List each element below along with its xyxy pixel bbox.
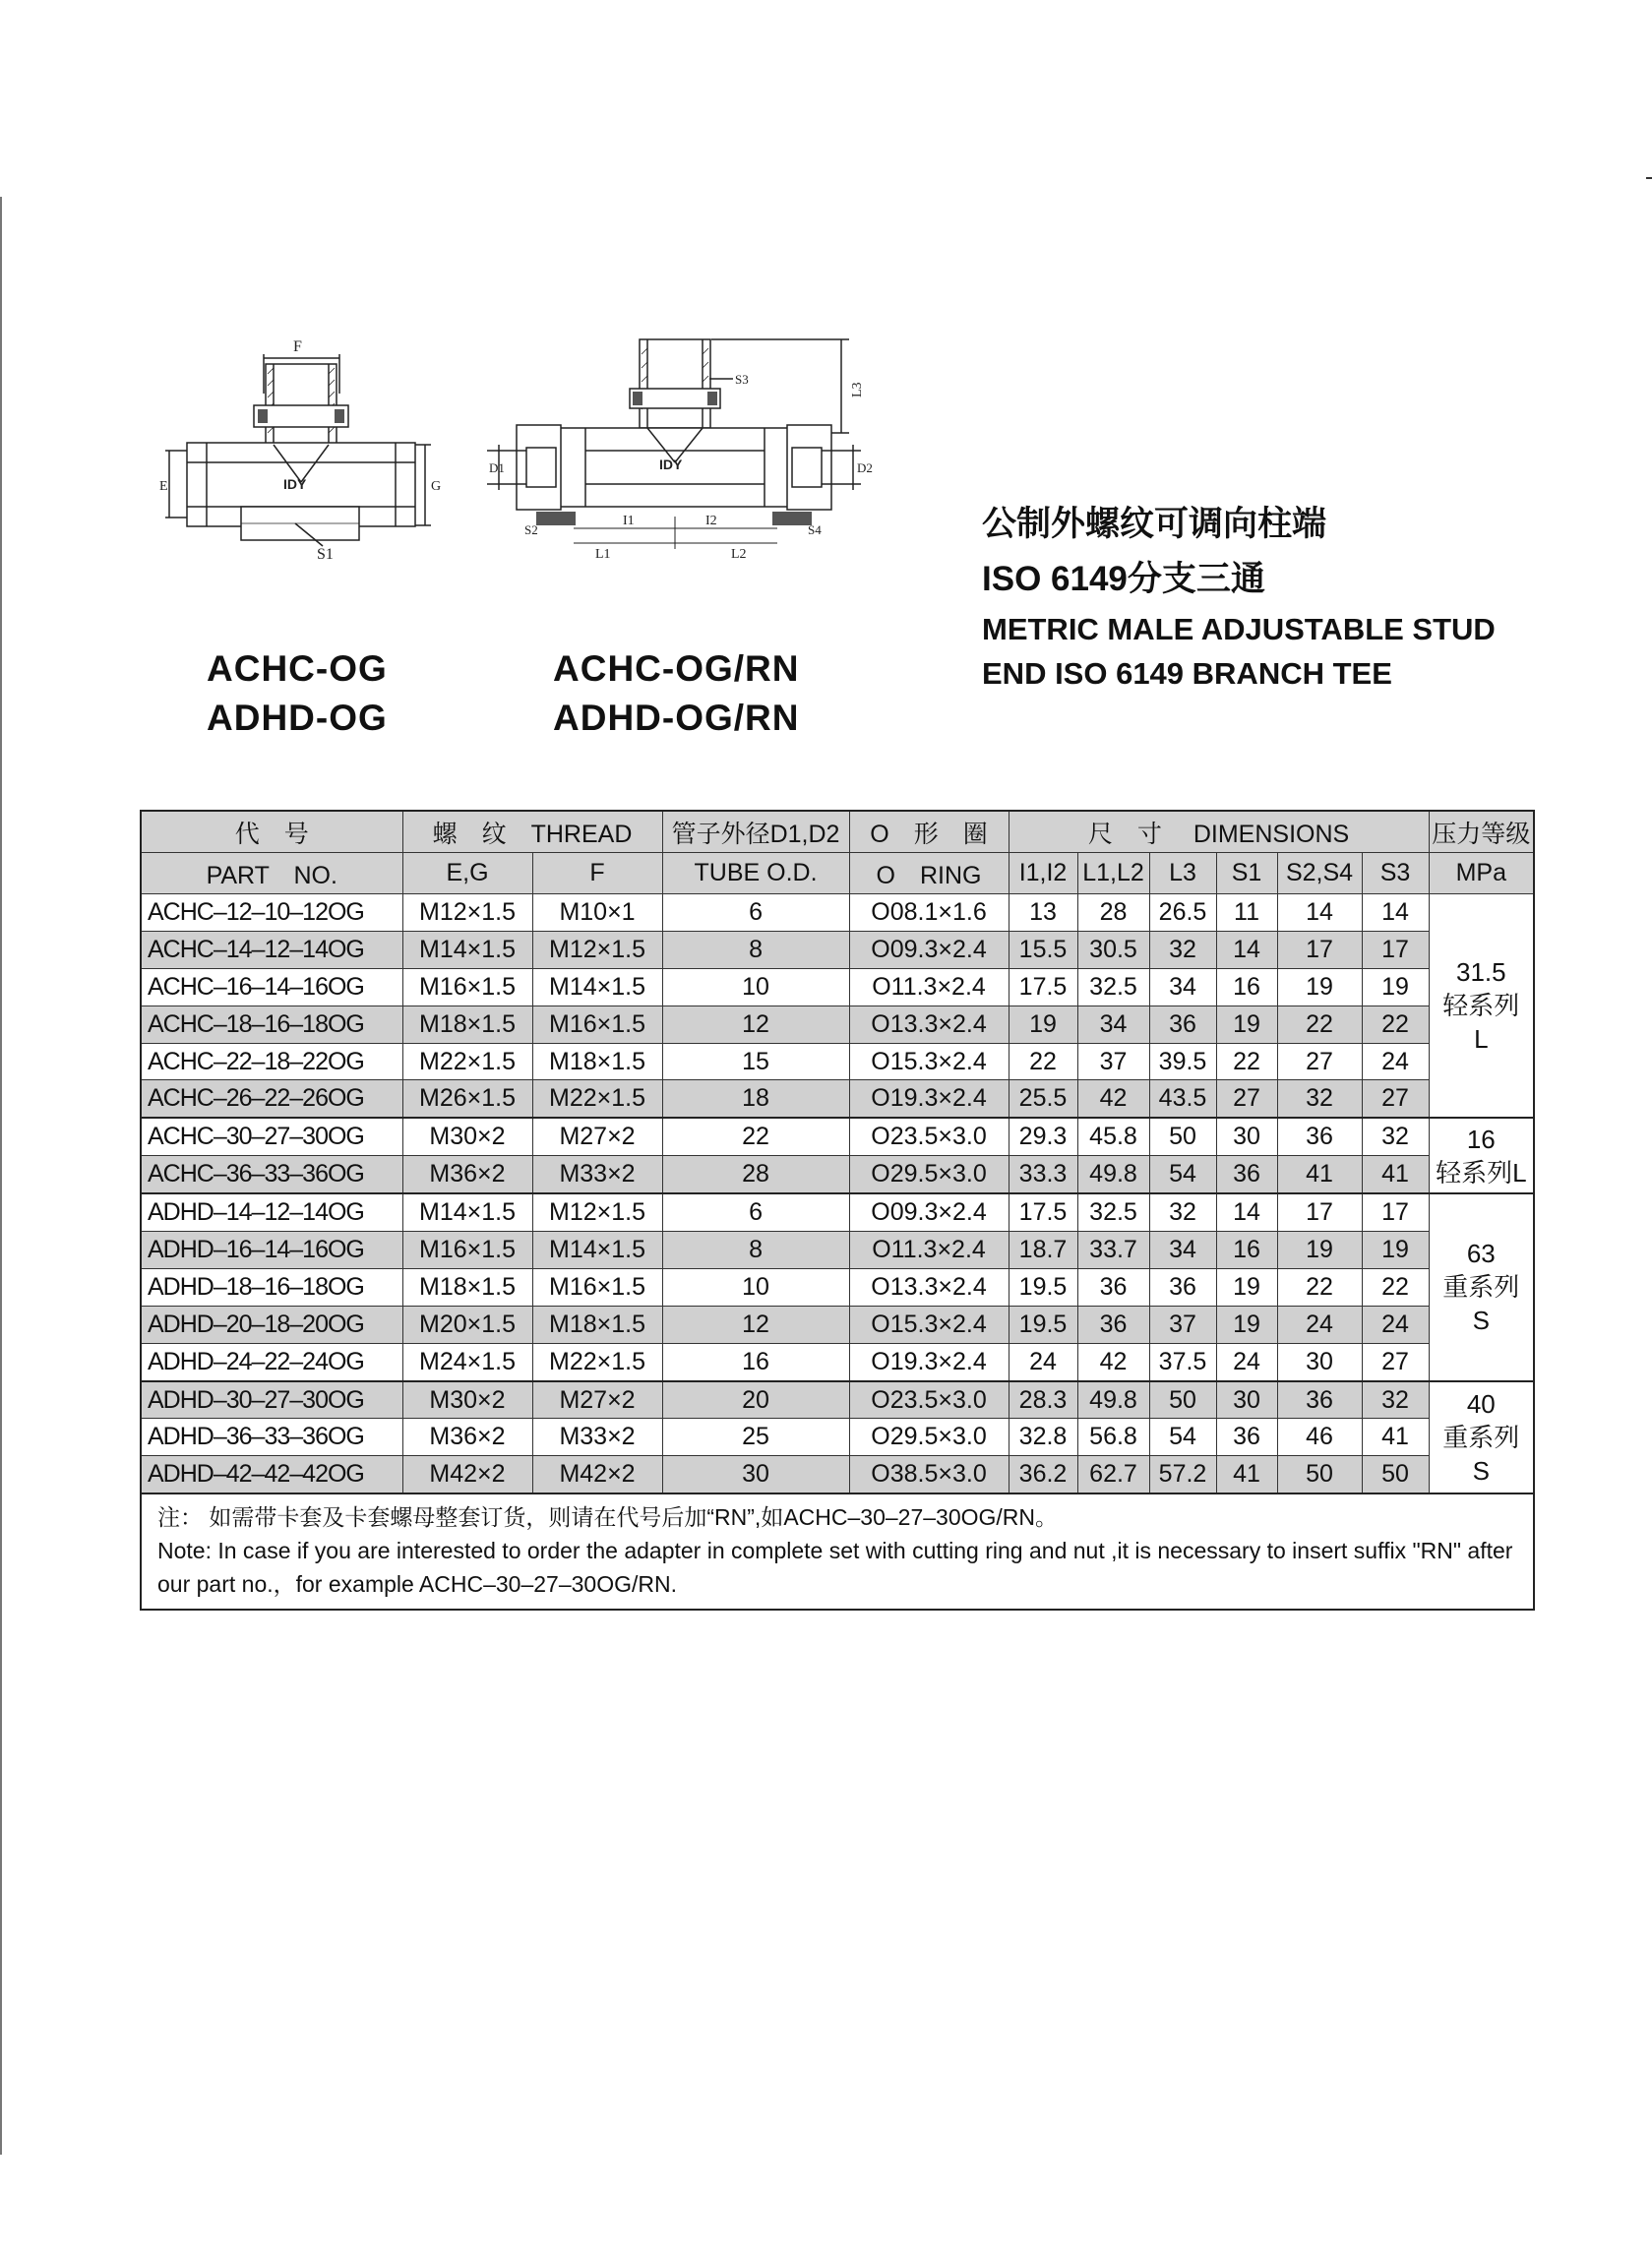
cell-oring: O29.5×3.0 <box>849 1156 1009 1193</box>
cell-s24: 50 <box>1277 1456 1362 1493</box>
cell-s3: 27 <box>1362 1080 1429 1118</box>
cell-eg: M12×1.5 <box>402 894 532 932</box>
cell-l12: 34 <box>1077 1006 1149 1043</box>
cell-s24: 36 <box>1277 1381 1362 1419</box>
cell-i12: 29.3 <box>1009 1118 1077 1155</box>
cell-l3: 36 <box>1149 1268 1216 1306</box>
cell-tube: 28 <box>662 1156 849 1193</box>
cell-l12: 49.8 <box>1077 1381 1149 1419</box>
cell-tube: 20 <box>662 1381 849 1419</box>
pressure-group-2 <box>1429 1118 1534 1193</box>
cell-i12: 25.5 <box>1009 1080 1077 1118</box>
cell-s3: 27 <box>1362 1343 1429 1380</box>
cell-oring: O09.3×2.4 <box>849 1193 1009 1231</box>
cell-tube: 6 <box>662 1193 849 1231</box>
cell-eg: M24×1.5 <box>402 1343 532 1380</box>
cell-oring: O08.1×1.6 <box>849 894 1009 932</box>
cell-i12: 24 <box>1009 1343 1077 1380</box>
model-codes-og <box>207 644 388 743</box>
cell-tube: 8 <box>662 931 849 968</box>
pressure-group-1 <box>1429 894 1534 1119</box>
cell-l3: 50 <box>1149 1381 1216 1419</box>
table-row <box>141 1232 1534 1269</box>
cell-i12: 13 <box>1009 894 1077 932</box>
cell-s1: 19 <box>1216 1306 1277 1343</box>
cell-eg: M22×1.5 <box>402 1043 532 1080</box>
cell-s1: 41 <box>1216 1456 1277 1493</box>
cell-l12: 62.7 <box>1077 1456 1149 1493</box>
title-cn-2: ISO 6149分支三通 <box>982 560 1265 598</box>
hdr-l3: L3 <box>1149 853 1216 894</box>
cell-s3: 41 <box>1362 1419 1429 1456</box>
cell-eg: M20×1.5 <box>402 1306 532 1343</box>
pressure-series: 重系列 <box>1442 1422 1520 1452</box>
cell-eg: M18×1.5 <box>402 1268 532 1306</box>
table-row <box>141 1043 1534 1080</box>
cell-s24: 41 <box>1277 1156 1362 1193</box>
cell-f: M27×2 <box>532 1118 662 1155</box>
cell-eg: M16×1.5 <box>402 1232 532 1269</box>
cell-tube: 12 <box>662 1006 849 1043</box>
cell-s1: 27 <box>1216 1080 1277 1118</box>
cell-s24: 22 <box>1277 1006 1362 1043</box>
label-l3: L3 <box>850 382 865 397</box>
page-edge-mark <box>1646 177 1652 179</box>
table-row <box>141 1419 1534 1456</box>
cell-tube: 10 <box>662 1268 849 1306</box>
table-row <box>141 1268 1534 1306</box>
cell-s24: 27 <box>1277 1043 1362 1080</box>
cell-eg: M14×1.5 <box>402 1193 532 1231</box>
pressure-letter: L <box>1474 1024 1489 1055</box>
cell-l12: 42 <box>1077 1080 1149 1118</box>
cell-f: M14×1.5 <box>532 968 662 1006</box>
table-row <box>141 1080 1534 1118</box>
hdr-tube-od: TUBE O.D. <box>662 853 849 894</box>
cell-part: ADHD–18–16–18OG <box>141 1268 402 1306</box>
cell-l12: 30.5 <box>1077 931 1149 968</box>
cell-s1: 30 <box>1216 1381 1277 1419</box>
cell-part: ADHD–14–12–14OG <box>141 1193 402 1231</box>
pressure-value: 63 <box>1466 1239 1496 1269</box>
cell-i12: 28.3 <box>1009 1381 1077 1419</box>
cell-eg: M26×1.5 <box>402 1080 532 1118</box>
cell-s1: 14 <box>1216 931 1277 968</box>
cell-s3: 32 <box>1362 1381 1429 1419</box>
cell-oring: O09.3×2.4 <box>849 931 1009 968</box>
cell-l3: 57.2 <box>1149 1456 1216 1493</box>
tee-drawing-og-rn <box>487 335 881 561</box>
cell-l12: 36 <box>1077 1306 1149 1343</box>
cell-s24: 36 <box>1277 1118 1362 1155</box>
cell-tube: 15 <box>662 1043 849 1080</box>
cell-f: M33×2 <box>532 1156 662 1193</box>
cell-part: ACHC–16–14–16OG <box>141 968 402 1006</box>
cell-tube: 22 <box>662 1118 849 1155</box>
pressure-value: 16 <box>1466 1124 1496 1154</box>
cell-part: ACHC–26–22–26OG <box>141 1080 402 1118</box>
cell-s3: 50 <box>1362 1456 1429 1493</box>
cell-f: M42×2 <box>532 1456 662 1493</box>
header-row-en <box>141 853 1534 894</box>
label-l1: L1 <box>595 547 611 561</box>
cell-oring: O23.5×3.0 <box>849 1118 1009 1155</box>
hdr-mpa: MPa <box>1429 853 1534 894</box>
cell-i12: 15.5 <box>1009 931 1077 968</box>
table-row <box>141 1006 1534 1043</box>
cell-l12: 36 <box>1077 1268 1149 1306</box>
cell-part: ACHC–36–33–36OG <box>141 1156 402 1193</box>
label-s4: S4 <box>808 522 822 537</box>
cell-eg: M30×2 <box>402 1381 532 1419</box>
table-row <box>141 968 1534 1006</box>
cell-oring: O23.5×3.0 <box>849 1381 1009 1419</box>
cell-l12: 28 <box>1077 894 1149 932</box>
label-d2: D2 <box>857 460 873 475</box>
cell-s1: 16 <box>1216 968 1277 1006</box>
pressure-series: 轻系列 <box>1442 991 1520 1021</box>
cell-tube: 6 <box>662 894 849 932</box>
pressure-letter: S <box>1472 1306 1490 1336</box>
cell-part: ACHC–18–16–18OG <box>141 1006 402 1043</box>
cell-f: M16×1.5 <box>532 1268 662 1306</box>
label-s1: S1 <box>317 546 334 561</box>
cell-f: M18×1.5 <box>532 1043 662 1080</box>
cell-oring: O15.3×2.4 <box>849 1306 1009 1343</box>
cell-l12: 37 <box>1077 1043 1149 1080</box>
table-note <box>141 1493 1534 1610</box>
cell-s3: 24 <box>1362 1043 1429 1080</box>
pressure-series: 重系列 <box>1442 1272 1520 1303</box>
table-row <box>141 894 1534 932</box>
table-row <box>141 1343 1534 1380</box>
cell-s1: 14 <box>1216 1193 1277 1231</box>
cell-s1: 36 <box>1216 1419 1277 1456</box>
cell-s3: 22 <box>1362 1006 1429 1043</box>
label-s3: S3 <box>735 372 749 387</box>
page-edge-line <box>0 197 2 2155</box>
cell-l12: 32.5 <box>1077 1193 1149 1231</box>
cell-s1: 22 <box>1216 1043 1277 1080</box>
hdr-thread: 螺 纹 THREAD <box>402 811 662 853</box>
cell-eg: M14×1.5 <box>402 931 532 968</box>
cell-s24: 19 <box>1277 1232 1362 1269</box>
note-row <box>141 1493 1534 1610</box>
cell-s24: 46 <box>1277 1419 1362 1456</box>
cell-s1: 36 <box>1216 1156 1277 1193</box>
label-d1: D1 <box>489 460 505 475</box>
pressure-group-3 <box>1429 1193 1534 1380</box>
table-row <box>141 1306 1534 1343</box>
label-l2: L2 <box>731 547 747 561</box>
hdr-code: 代 号 <box>141 811 402 853</box>
hdr-oring-cn: O 形 圈 <box>849 811 1009 853</box>
cell-i12: 17.5 <box>1009 1193 1077 1231</box>
table-row <box>141 1118 1534 1155</box>
table-row <box>141 1456 1534 1493</box>
hdr-l12: L1,L2 <box>1077 853 1149 894</box>
cell-eg: M36×2 <box>402 1419 532 1456</box>
spec-table <box>140 810 1535 1611</box>
cell-tube: 10 <box>662 968 849 1006</box>
brand-idy-rn: IDY <box>659 457 683 472</box>
tee-drawing-og <box>157 335 443 561</box>
pressure-series: 轻系列L <box>1436 1157 1527 1188</box>
cell-eg: M18×1.5 <box>402 1006 532 1043</box>
hdr-pressure: 压力等级 <box>1429 811 1534 853</box>
cell-f: M16×1.5 <box>532 1006 662 1043</box>
cell-f: M33×2 <box>532 1419 662 1456</box>
cell-s3: 19 <box>1362 968 1429 1006</box>
cell-l3: 34 <box>1149 1232 1216 1269</box>
label-i1: I1 <box>623 514 635 528</box>
cell-tube: 16 <box>662 1343 849 1380</box>
cell-l3: 54 <box>1149 1419 1216 1456</box>
cell-eg: M42×2 <box>402 1456 532 1493</box>
cell-oring: O11.3×2.4 <box>849 1232 1009 1269</box>
cell-part: ACHC–22–18–22OG <box>141 1043 402 1080</box>
cell-s3: 32 <box>1362 1118 1429 1155</box>
header-row-cn <box>141 811 1534 853</box>
hdr-s24: S2,S4 <box>1277 853 1362 894</box>
cell-l12: 45.8 <box>1077 1118 1149 1155</box>
cell-f: M22×1.5 <box>532 1343 662 1380</box>
cell-part: ACHC–14–12–14OG <box>141 931 402 968</box>
cell-l3: 54 <box>1149 1156 1216 1193</box>
cell-eg: M16×1.5 <box>402 968 532 1006</box>
cell-f: M12×1.5 <box>532 1193 662 1231</box>
cell-tube: 30 <box>662 1456 849 1493</box>
cell-l12: 49.8 <box>1077 1156 1149 1193</box>
cell-l3: 37 <box>1149 1306 1216 1343</box>
cell-s24: 22 <box>1277 1268 1362 1306</box>
hdr-f: F <box>532 853 662 894</box>
cell-i12: 33.3 <box>1009 1156 1077 1193</box>
code-adhd-og-rn: ADHD-OG/RN <box>553 698 800 738</box>
cell-s24: 14 <box>1277 894 1362 932</box>
hdr-s1: S1 <box>1216 853 1277 894</box>
cell-part: ADHD–20–18–20OG <box>141 1306 402 1343</box>
cell-part: ADHD–36–33–36OG <box>141 1419 402 1456</box>
cell-s1: 16 <box>1216 1232 1277 1269</box>
hdr-i12: I1,I2 <box>1009 853 1077 894</box>
cell-l3: 50 <box>1149 1118 1216 1155</box>
cell-l3: 32 <box>1149 931 1216 968</box>
hdr-oring: O RING <box>849 853 1009 894</box>
cell-tube: 8 <box>662 1232 849 1269</box>
cell-s24: 17 <box>1277 1193 1362 1231</box>
cell-l3: 34 <box>1149 968 1216 1006</box>
label-f: F <box>293 338 302 355</box>
cell-s3: 14 <box>1362 894 1429 932</box>
label-e: E <box>159 479 168 494</box>
cell-f: M12×1.5 <box>532 931 662 968</box>
hdr-s3: S3 <box>1362 853 1429 894</box>
cell-eg: M36×2 <box>402 1156 532 1193</box>
cell-l12: 42 <box>1077 1343 1149 1380</box>
cell-part: ADHD–30–27–30OG <box>141 1381 402 1419</box>
cell-f: M14×1.5 <box>532 1232 662 1269</box>
brand-idy: IDY <box>283 476 307 492</box>
cell-l3: 26.5 <box>1149 894 1216 932</box>
cell-s1: 19 <box>1216 1006 1277 1043</box>
label-s2: S2 <box>524 522 538 537</box>
cell-l3: 37.5 <box>1149 1343 1216 1380</box>
note-en: Note: In case if you are interested to order the adapter in complete set with cutting ring and nut ,it is necessary to insert suffix "RN" after our part no.，for example ACHC–30–27–30OG/RN. <box>157 1538 1513 1598</box>
product-title <box>982 497 1496 696</box>
pressure-value: 40 <box>1466 1388 1496 1419</box>
cell-s3: 24 <box>1362 1306 1429 1343</box>
table-row <box>141 1193 1534 1231</box>
hdr-part-no: PART NO. <box>141 853 402 894</box>
cell-i12: 32.8 <box>1009 1419 1077 1456</box>
cell-f: M22×1.5 <box>532 1080 662 1118</box>
cell-f: M18×1.5 <box>532 1306 662 1343</box>
pressure-group-4 <box>1429 1381 1534 1494</box>
table-row <box>141 1381 1534 1419</box>
label-g: G <box>431 479 442 494</box>
cell-s24: 19 <box>1277 968 1362 1006</box>
cell-oring: O13.3×2.4 <box>849 1006 1009 1043</box>
cell-part: ADHD–24–22–24OG <box>141 1343 402 1380</box>
cell-i12: 18.7 <box>1009 1232 1077 1269</box>
cell-oring: O19.3×2.4 <box>849 1343 1009 1380</box>
cell-tube: 25 <box>662 1419 849 1456</box>
note-cn: 注： 如需带卡套及卡套螺母整套订货，则请在代号后加“RN”,如ACHC–30–27–30OG/RN。 <box>157 1504 1059 1531</box>
title-en-2: END ISO 6149 BRANCH TEE <box>982 656 1392 691</box>
cell-i12: 19.5 <box>1009 1268 1077 1306</box>
cell-s1: 11 <box>1216 894 1277 932</box>
cell-oring: O13.3×2.4 <box>849 1268 1009 1306</box>
cell-i12: 17.5 <box>1009 968 1077 1006</box>
cell-oring: O15.3×2.4 <box>849 1043 1009 1080</box>
table-row <box>141 931 1534 968</box>
code-achc-og: ACHC-OG <box>207 648 388 689</box>
pressure-letter: S <box>1472 1455 1490 1486</box>
cell-s3: 41 <box>1362 1156 1429 1193</box>
code-adhd-og: ADHD-OG <box>207 698 388 738</box>
cell-s1: 19 <box>1216 1268 1277 1306</box>
hdr-dimensions: 尺 寸 DIMENSIONS <box>1009 811 1429 853</box>
label-i2: I2 <box>705 514 717 528</box>
cell-i12: 19 <box>1009 1006 1077 1043</box>
cell-s3: 22 <box>1362 1268 1429 1306</box>
cell-oring: O29.5×3.0 <box>849 1419 1009 1456</box>
cell-s3: 17 <box>1362 931 1429 968</box>
cell-part: ADHD–42–42–42OG <box>141 1456 402 1493</box>
cell-l3: 39.5 <box>1149 1043 1216 1080</box>
cell-part: ACHC–12–10–12OG <box>141 894 402 932</box>
cell-s24: 17 <box>1277 931 1362 968</box>
cell-tube: 18 <box>662 1080 849 1118</box>
cell-l12: 56.8 <box>1077 1419 1149 1456</box>
cell-s24: 30 <box>1277 1343 1362 1380</box>
cell-part: ADHD–16–14–16OG <box>141 1232 402 1269</box>
cell-l3: 36 <box>1149 1006 1216 1043</box>
table-row <box>141 1156 1534 1193</box>
cell-part: ACHC–30–27–30OG <box>141 1118 402 1155</box>
cell-oring: O11.3×2.4 <box>849 968 1009 1006</box>
title-en-1: METRIC MALE ADJUSTABLE STUD <box>982 612 1496 646</box>
cell-eg: M30×2 <box>402 1118 532 1155</box>
cell-s24: 24 <box>1277 1306 1362 1343</box>
pressure-value: 31.5 <box>1456 957 1506 988</box>
cell-oring: O19.3×2.4 <box>849 1080 1009 1118</box>
cell-s3: 17 <box>1362 1193 1429 1231</box>
hdr-tube-cn: 管子外径D1,D2 <box>662 811 849 853</box>
cell-l3: 32 <box>1149 1193 1216 1231</box>
cell-s1: 30 <box>1216 1118 1277 1155</box>
cell-i12: 19.5 <box>1009 1306 1077 1343</box>
cell-oring: O38.5×3.0 <box>849 1456 1009 1493</box>
cell-l12: 33.7 <box>1077 1232 1149 1269</box>
cell-l3: 43.5 <box>1149 1080 1216 1118</box>
cell-tube: 12 <box>662 1306 849 1343</box>
cell-s3: 19 <box>1362 1232 1429 1269</box>
hdr-eg: E,G <box>402 853 532 894</box>
code-achc-og-rn: ACHC-OG/RN <box>553 648 800 689</box>
cell-s1: 24 <box>1216 1343 1277 1380</box>
title-cn-1: 公制外螺纹可调向柱端 <box>982 505 1327 543</box>
cell-i12: 36.2 <box>1009 1456 1077 1493</box>
cell-l12: 32.5 <box>1077 968 1149 1006</box>
cell-f: M27×2 <box>532 1381 662 1419</box>
cell-s24: 32 <box>1277 1080 1362 1118</box>
model-codes-og-rn <box>553 644 799 743</box>
cell-f: M10×1 <box>532 894 662 932</box>
cell-i12: 22 <box>1009 1043 1077 1080</box>
